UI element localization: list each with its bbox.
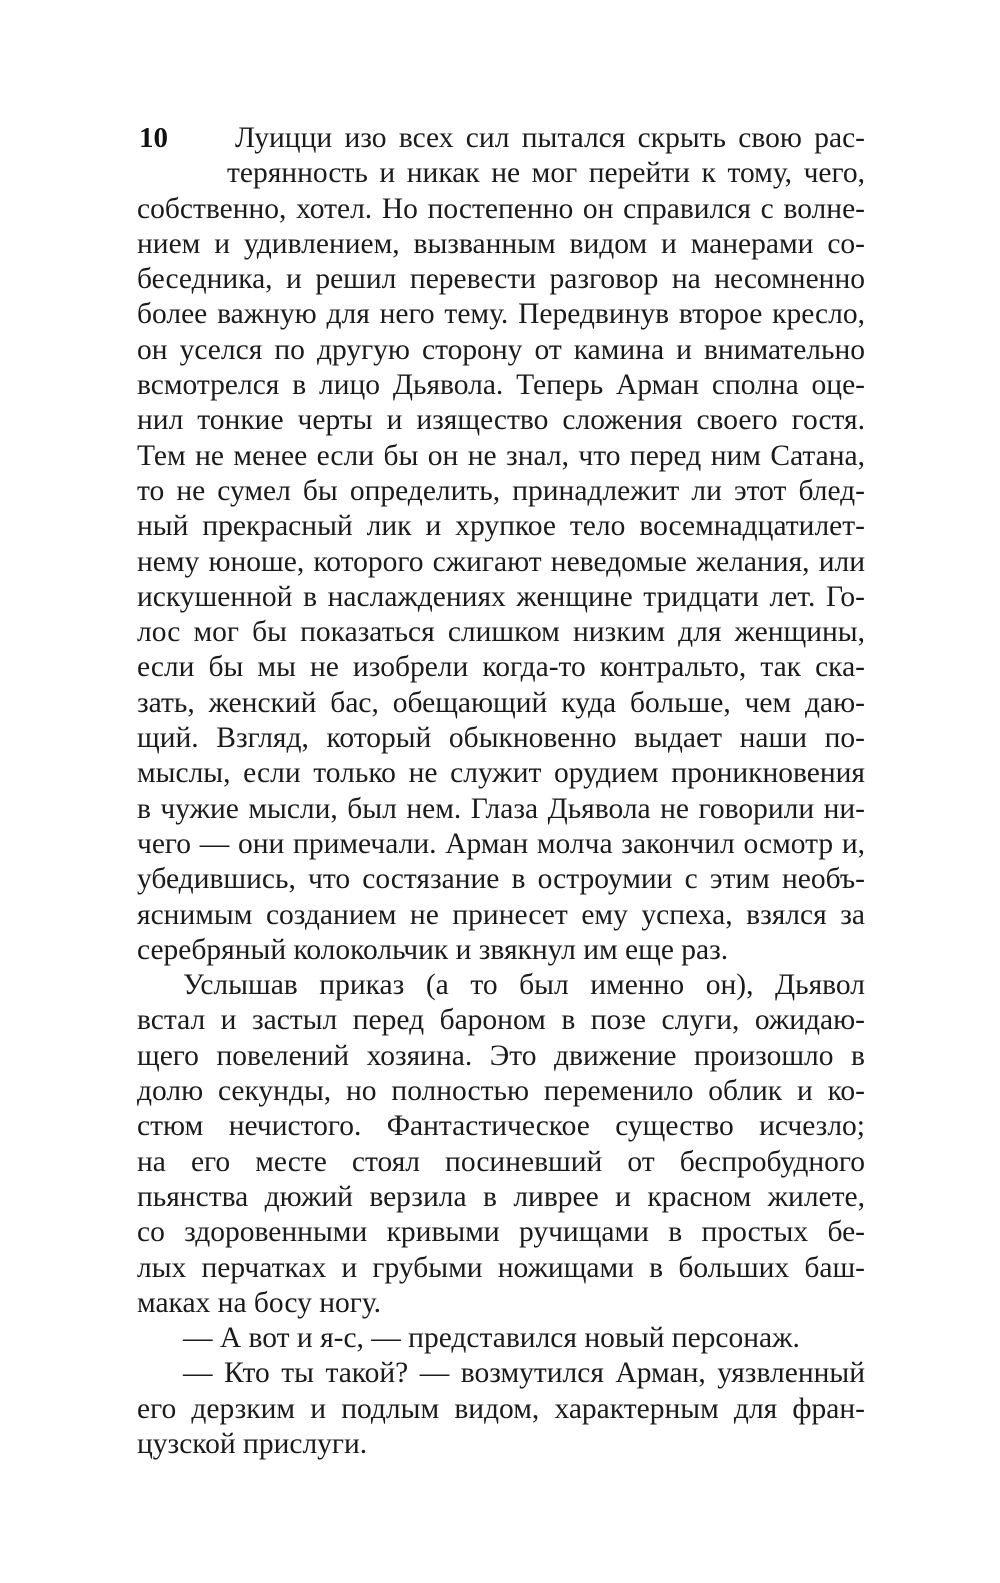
paragraph bbox=[137, 968, 865, 1321]
text-line: пьянства дюжий верзила в ливрее и красном жилете, bbox=[137, 1180, 865, 1213]
text-line: цузской прислуги. bbox=[137, 1427, 368, 1460]
text-line: лых перчатках и грубыми ножищами в больших баш- bbox=[137, 1251, 865, 1284]
text-line: со здоровенными кривыми ручищами в простых бе- bbox=[137, 1216, 865, 1249]
text-line: собственно, хотел. Но постепенно он справился с волне- bbox=[137, 192, 865, 225]
text-line: встал и застыл перед бароном в позе слуги, ожидаю- bbox=[137, 1004, 865, 1037]
text-line: в чужие мысли, был нем. Глаза Дьявола не говорили ни- bbox=[137, 792, 865, 825]
text-line: стюм нечистого. Фантастическое существо исчезло; bbox=[137, 1110, 865, 1143]
text-line: маках на босу ногу. bbox=[137, 1286, 382, 1319]
text-line: нему юноше, которого сжигают неведомые желания, или bbox=[137, 545, 865, 578]
text-line: — Кто ты такой? — возмутился Арман, уязвленный bbox=[183, 1357, 865, 1390]
text-line: если бы мы не изобрели когда-то контральто, так ска- bbox=[137, 651, 865, 684]
text-line: серебряный колокольчик и звякнул им еще раз. bbox=[137, 933, 729, 966]
text-line: щий. Взгляд, который обыкновенно выдает наши по- bbox=[137, 722, 865, 755]
text-line: лос мог бы показаться слишком низким для женщины, bbox=[137, 616, 865, 649]
text-line: его дерзким и подлым видом, характерным для фран- bbox=[137, 1392, 865, 1425]
text-line: чего — они примечали. Арман молча закончил осмотр и, bbox=[137, 827, 865, 860]
text-line: яснимым созданием не принесет ему успеха, взялся за bbox=[137, 898, 865, 931]
text-line: долю секунды, но полностью переменило облик и ко- bbox=[137, 1075, 865, 1108]
text-line: Луицци изо всех сил пытался скрыть свою рас- bbox=[235, 122, 865, 154]
text-line: Тем не менее если бы он не знал, что перед ним Сатана, bbox=[137, 439, 865, 472]
text-line: всмотрелся в лицо Дьявола. Теперь Арман сполна оце- bbox=[137, 369, 865, 402]
paragraph-dialogue bbox=[137, 1321, 865, 1356]
text-line: — А вот и я-с, — представился новый персонаж. bbox=[183, 1322, 800, 1355]
text-block bbox=[137, 121, 865, 1462]
text-line: беседника, и решил перевести разговор на несомненно bbox=[137, 263, 865, 296]
text-line: зать, женский бас, обещающий куда больше, чем даю- bbox=[137, 686, 865, 719]
text-line: то не сумел бы определить, принадлежит ли этот блед- bbox=[137, 474, 865, 507]
text-line: искушенной в наслаждениях женщине тридцати лет. Го- bbox=[137, 580, 865, 613]
text-line: более важную для него тему. Передвинув второе кресло, bbox=[137, 298, 865, 331]
text-line: нил тонкие черты и изящество сложения своего гостя. bbox=[137, 404, 865, 437]
text-line: ный прекрасный лик и хрупкое тело восемнадцатилет- bbox=[137, 510, 865, 543]
text-line: щего повелений хозяина. Это движение произошло в bbox=[137, 1039, 865, 1072]
text-line: он уселся по другую сторону от камина и внимательно bbox=[137, 333, 865, 366]
text-line: на его месте стоял посиневший от беспробудного bbox=[137, 1145, 865, 1178]
text-line: терянность и никак не мог перейти к тому, чего, bbox=[227, 157, 865, 190]
paragraph bbox=[137, 121, 865, 968]
text-line: нием и удивлением, вызванным видом и манерами со- bbox=[137, 227, 865, 260]
paragraph-dialogue bbox=[137, 1356, 865, 1462]
text-line: мыслы, если только не служит орудием проникновения bbox=[137, 757, 865, 790]
text-line: убедившись, что состязание в остроумии с этим необъ- bbox=[137, 863, 865, 896]
text-line: Услышав приказ (а то был именно он), Дьявол bbox=[183, 969, 865, 1002]
page-number: 10 bbox=[139, 122, 168, 154]
